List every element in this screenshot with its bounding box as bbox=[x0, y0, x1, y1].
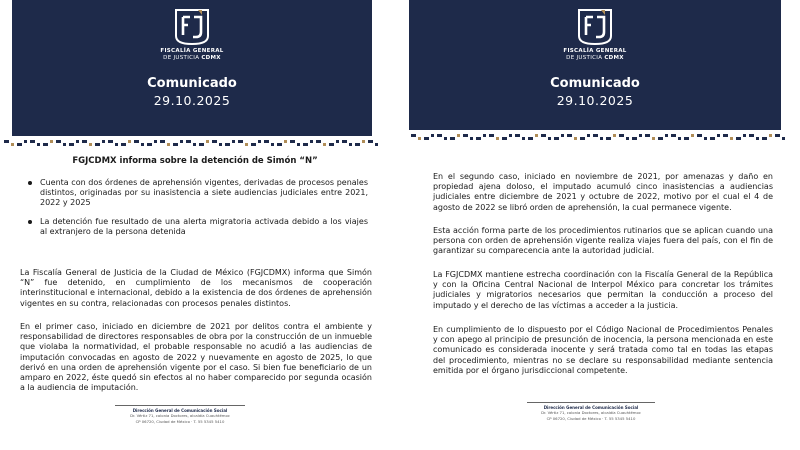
pattern-dash bbox=[684, 137, 689, 140]
pattern-dot bbox=[431, 134, 434, 137]
pattern-dash bbox=[160, 140, 165, 143]
pattern-dash bbox=[775, 134, 780, 137]
pattern-dot bbox=[470, 137, 473, 140]
pattern-dash bbox=[632, 137, 637, 140]
pattern-dot bbox=[336, 140, 339, 143]
pattern-dot bbox=[128, 140, 131, 143]
pattern-dot bbox=[587, 134, 590, 137]
pattern-dot bbox=[245, 143, 248, 146]
footer-department: Dirección General de Comunicación Social bbox=[543, 404, 639, 410]
pattern-dash bbox=[671, 134, 676, 137]
pattern-dot bbox=[206, 140, 209, 143]
header-banner bbox=[409, 0, 781, 130]
decorative-pattern bbox=[2, 138, 380, 148]
pattern-dash bbox=[411, 134, 416, 137]
pattern-dot bbox=[89, 143, 92, 146]
pattern-dash bbox=[30, 140, 35, 143]
pattern-dash bbox=[710, 137, 715, 140]
pattern-dash bbox=[437, 134, 442, 137]
pattern-dot bbox=[769, 134, 772, 137]
pattern-dash bbox=[606, 137, 611, 140]
pattern-dot bbox=[37, 143, 40, 146]
pattern-dot bbox=[418, 137, 421, 140]
pattern-dash bbox=[134, 140, 139, 143]
pattern-dash bbox=[749, 134, 754, 137]
pattern-dot bbox=[730, 137, 733, 140]
fgj-logo-icon bbox=[575, 6, 615, 46]
pattern-dot bbox=[180, 140, 183, 143]
pattern-dash bbox=[186, 140, 191, 143]
paragraph: En cumplimiento de lo dispuesto por el Código Nacional de Procedimientos Penales y con apego al principio de presunción de inocencia, la persona mencionada en este comunicado es considerada inocente y será tratada como tal en todas las etapas del procedimiento, mientras no se declare su responsabilidad mediante sentencia emitida por el órgano jurisdiccional competente. bbox=[433, 325, 773, 375]
pattern-dash bbox=[450, 137, 455, 140]
document-page-right bbox=[405, 0, 800, 450]
pattern-dot bbox=[76, 140, 79, 143]
pattern-dot bbox=[743, 134, 746, 137]
pattern-dot bbox=[375, 143, 378, 146]
pattern-dot bbox=[548, 137, 551, 140]
logo-text: FISCALÍA GENERAL DE JUSTICIA CDMX bbox=[160, 48, 224, 61]
pattern-dash bbox=[82, 140, 87, 143]
pattern-dot bbox=[639, 134, 642, 137]
bullet-item: Cuenta con dos órdenes de aprehensión vigentes, derivadas de procesos penales distintos, originadas por su inasistencia a siete audiencias judiciales entre 2021, 2022 y 2025 bbox=[28, 178, 368, 208]
pattern-dot bbox=[284, 140, 287, 143]
pattern-dash bbox=[303, 143, 308, 146]
pattern-dot bbox=[24, 140, 27, 143]
pattern-dash bbox=[108, 140, 113, 143]
logo-text: FISCALÍA GENERAL DE JUSTICIA CDMX bbox=[563, 48, 627, 61]
pattern-dot bbox=[11, 143, 14, 146]
pattern-dot bbox=[522, 137, 525, 140]
pattern-dot bbox=[717, 134, 720, 137]
comunicado-heading: Comunicado bbox=[147, 76, 237, 91]
pattern-dot bbox=[756, 137, 759, 140]
pattern-dot bbox=[102, 140, 105, 143]
pattern-dash bbox=[147, 143, 152, 146]
pattern-dot bbox=[63, 143, 66, 146]
pattern-dash bbox=[658, 137, 663, 140]
pattern-dot bbox=[310, 140, 313, 143]
pattern-dash bbox=[342, 140, 347, 143]
pattern-dash bbox=[476, 137, 481, 140]
pattern-dash bbox=[515, 134, 520, 137]
pattern-dot bbox=[193, 143, 196, 146]
bullet-icon bbox=[28, 220, 32, 224]
decorative-pattern bbox=[409, 132, 787, 142]
pattern-dash bbox=[264, 140, 269, 143]
summary-bullets bbox=[28, 178, 368, 246]
header-banner bbox=[12, 0, 372, 136]
pattern-dot bbox=[561, 134, 564, 137]
pattern-dash bbox=[212, 140, 217, 143]
pattern-dot bbox=[232, 140, 235, 143]
pattern-dot bbox=[678, 137, 681, 140]
pattern-dash bbox=[619, 134, 624, 137]
footer-contact bbox=[527, 402, 655, 421]
footer-divider bbox=[527, 402, 655, 403]
pattern-dot bbox=[496, 137, 499, 140]
pattern-dot bbox=[691, 134, 694, 137]
pattern-dash bbox=[489, 134, 494, 137]
pattern-dash bbox=[567, 134, 572, 137]
pattern-dash bbox=[723, 134, 728, 137]
pattern-dash bbox=[580, 137, 585, 140]
paragraph: La FGJCDMX mantiene estrecha coordinación con la Fiscalía General de la República y con la Oficina Central Nacional de Interpol México para concretar los trámites judiciales y migratorios necesarios que permitan la conducción a proceso del imputado y el derecho de las víctimas a acceder a la justicia. bbox=[433, 270, 773, 310]
footer-contact bbox=[115, 405, 245, 424]
pattern-dot bbox=[652, 137, 655, 140]
pattern-dot bbox=[141, 143, 144, 146]
pattern-dash bbox=[95, 143, 100, 146]
pattern-dot bbox=[50, 140, 53, 143]
pattern-dash bbox=[736, 137, 741, 140]
pattern-dash bbox=[69, 143, 74, 146]
pattern-dot bbox=[271, 143, 274, 146]
pattern-dash bbox=[355, 143, 360, 146]
pattern-dot bbox=[444, 137, 447, 140]
pattern-dot bbox=[613, 134, 616, 137]
pattern-dash bbox=[762, 137, 767, 140]
pattern-dash bbox=[225, 143, 230, 146]
pattern-dot bbox=[665, 134, 668, 137]
pattern-dot bbox=[297, 143, 300, 146]
footer-address: CP 06720, Ciudad de México · T. 55 5345 5410 bbox=[546, 415, 636, 421]
pattern-dash bbox=[251, 143, 256, 146]
pattern-dot bbox=[167, 143, 170, 146]
paragraph: En el primer caso, iniciado en diciembre de 2021 por delitos contra el ambiente y responsabilidad de directores responsables de obra por la construcción de un inmueble que violaba la normatividad, el probable responsable no acudió a las audiencias de imputación convocadas en agosto de 2022 y nuevamente en agosto de 2025, lo que derivó en una orden de aprehensión vigente por el caso. Si bien fue beneficiario de un amparo en 2022, éste quedó sin efectos al no haber comparecido por segunda ocasión a la audiencia de imputación. bbox=[20, 322, 372, 393]
pattern-dot bbox=[349, 143, 352, 146]
pattern-dash bbox=[645, 134, 650, 137]
pattern-dash bbox=[56, 140, 61, 143]
pattern-dash bbox=[173, 143, 178, 146]
pattern-dot bbox=[704, 137, 707, 140]
pattern-dot bbox=[457, 134, 460, 137]
pattern-dash bbox=[593, 134, 598, 137]
pattern-dot bbox=[115, 143, 118, 146]
pattern-dash bbox=[368, 140, 373, 143]
footer-department: Dirección General de Comunicación Social bbox=[132, 407, 228, 413]
pattern-dash bbox=[316, 140, 321, 143]
pattern-dot bbox=[154, 140, 157, 143]
footer-address: Dr. Vértiz 71, colonia Doctores, alcaldía Cuauhtémoc bbox=[130, 413, 230, 418]
pattern-dot bbox=[258, 140, 261, 143]
pattern-dot bbox=[535, 134, 538, 137]
pattern-dash bbox=[290, 140, 295, 143]
pattern-dash bbox=[554, 137, 559, 140]
pattern-dot bbox=[509, 134, 512, 137]
footer-address: CP 06720, Ciudad de México · T. 55 5345 5410 bbox=[135, 418, 225, 424]
fgj-logo-icon bbox=[172, 6, 212, 46]
pattern-dash bbox=[238, 140, 243, 143]
pattern-dash bbox=[199, 143, 204, 146]
date-label: 29.10.2025 bbox=[556, 93, 634, 108]
pattern-dot bbox=[323, 143, 326, 146]
comunicado-heading: Comunicado bbox=[550, 76, 640, 91]
pattern-dash bbox=[277, 143, 282, 146]
press-release-title: FGJCDMX informa sobre la detención de Simón “N” bbox=[72, 156, 318, 166]
pattern-dash bbox=[121, 143, 126, 146]
pattern-dash bbox=[502, 137, 507, 140]
pattern-dash bbox=[697, 134, 702, 137]
pattern-dash bbox=[329, 143, 334, 146]
paragraph: En el segundo caso, iniciado en noviembre de 2021, por amenazas y daño en propiedad ajena doloso, el imputado acumuló cinco inasistencias a audiencias judiciales entre diciembre de 2021 y octubre de 2022, motivo por el cual el 4 de agosto de 2022 se libró orden de aprehensión, la cual permanece vigente. bbox=[433, 172, 773, 212]
pattern-dash bbox=[4, 140, 9, 143]
paragraph: La Fiscalía General de Justicia de la Ciudad de México (FGJCDMX) informa que Simón “N” fue detenido, en cumplimiento de los mecanismos de cooperación interinstitucional e internacional, debido a la existencia de dos órdenes de aprehensión vigentes en su contra, relacionadas con procesos penales distintos. bbox=[20, 268, 372, 308]
pattern-dot bbox=[483, 134, 486, 137]
pattern-dash bbox=[463, 134, 468, 137]
pattern-dot bbox=[362, 140, 365, 143]
pattern-dash bbox=[43, 143, 48, 146]
pattern-dot bbox=[219, 143, 222, 146]
pattern-dot bbox=[782, 137, 785, 140]
footer-address: Dr. Vértiz 71, colonia Doctores, alcaldía Cuauhtémoc bbox=[541, 410, 641, 415]
date-label: 29.10.2025 bbox=[153, 93, 231, 108]
pattern-dot bbox=[626, 137, 629, 140]
bullet-item: La detención fue resultado de una alerta migratoria activada debido a los viajes al extranjero de la persona detenida bbox=[28, 217, 368, 237]
pattern-dash bbox=[528, 137, 533, 140]
paragraph: Esta acción forma parte de los procedimientos rutinarios que se aplican cuando una persona con orden de aprehensión vigente realiza viajes fuera del país, con el fin de garantizar su comparecencia ante la autoridad judicial. bbox=[433, 226, 773, 256]
pattern-dot bbox=[574, 137, 577, 140]
footer-divider bbox=[115, 405, 245, 406]
pattern-dash bbox=[424, 137, 429, 140]
bullet-icon bbox=[28, 181, 32, 185]
pattern-dash bbox=[541, 134, 546, 137]
pattern-dot bbox=[600, 137, 603, 140]
document-page-left bbox=[0, 0, 390, 450]
pattern-dash bbox=[17, 143, 22, 146]
